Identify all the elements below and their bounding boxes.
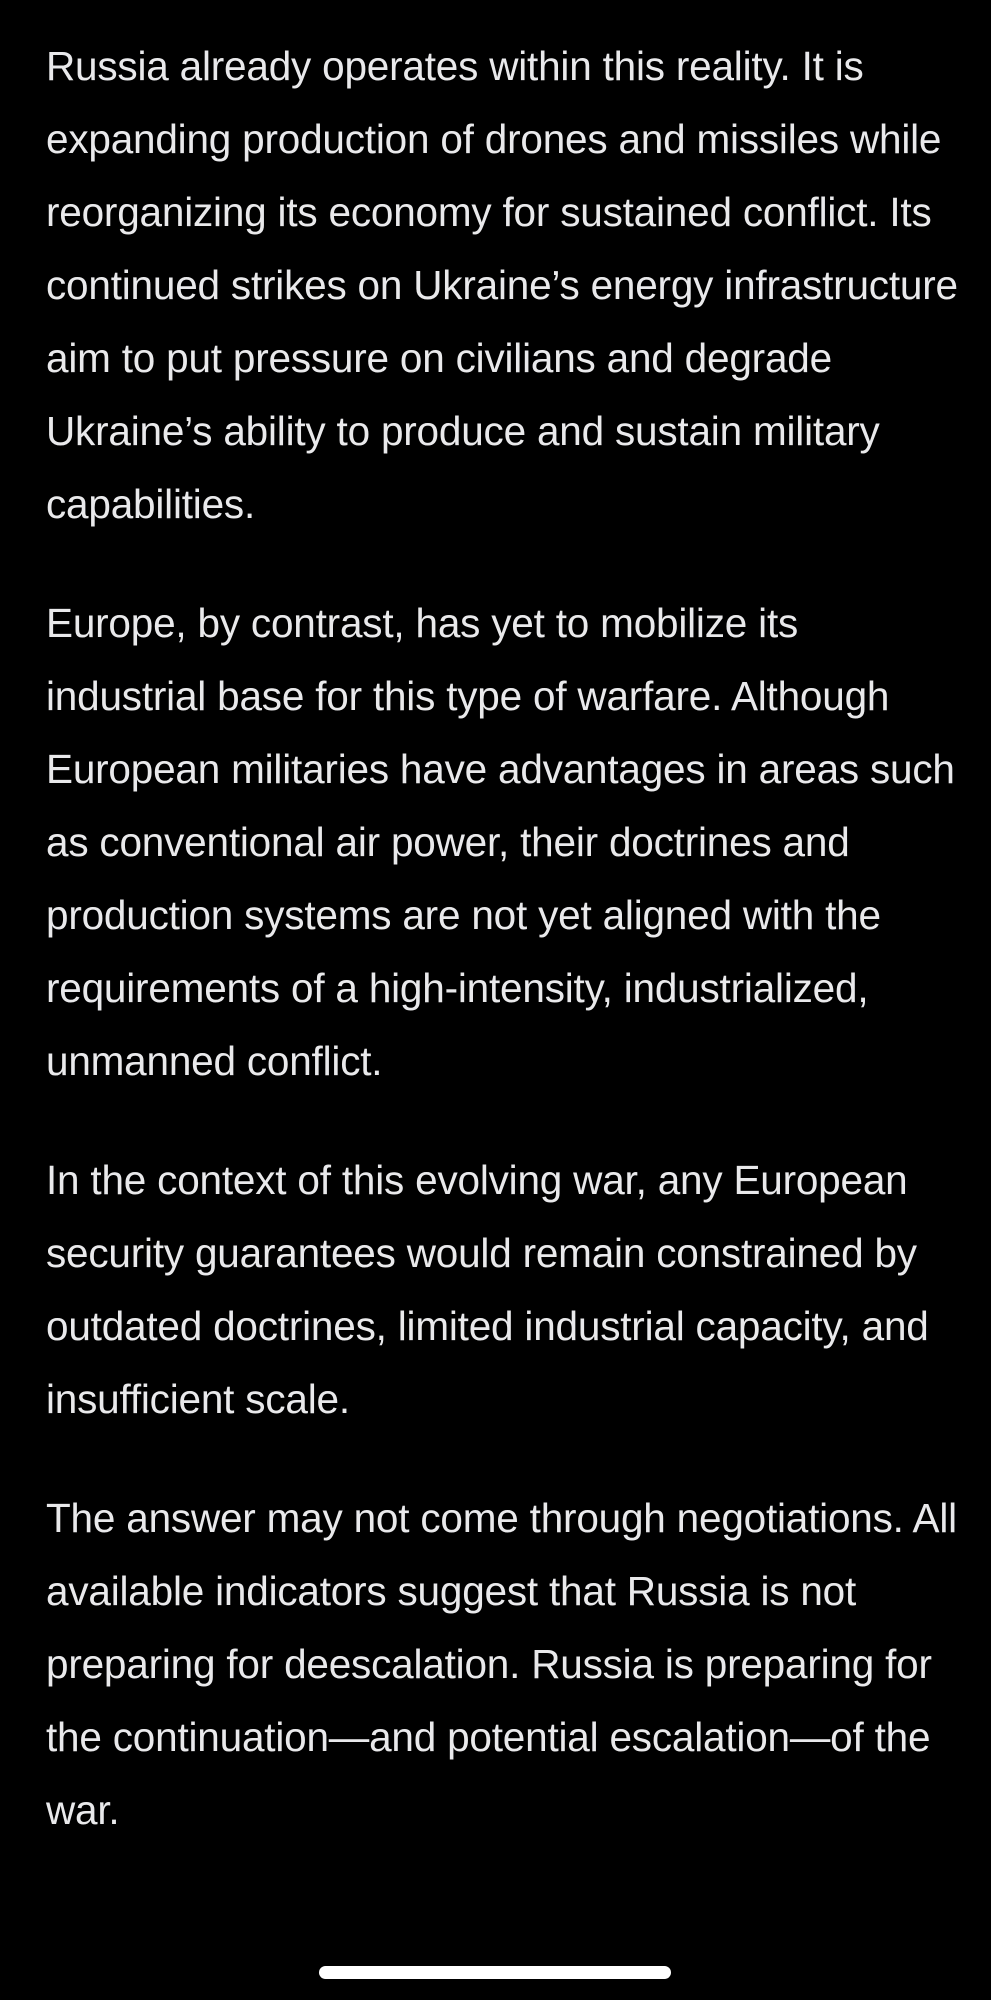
- article-body: [46, 30, 966, 1893]
- article-paragraph-4: The answer may not come through negotiations. All available indicators suggest that Russia is not preparing for deescalation. Russia is preparing for the continuation—and potential escalation—of the war.: [46, 1495, 957, 1833]
- article-paragraph-2: Europe, by contrast, has yet to mobilize its industrial base for this type of warfare. Although European militaries have advantages in areas such as conventional air power, their doctrines and production systems are not yet aligned with the requirements of a high-intensity, industrialized, unmanned conflict.: [46, 600, 955, 1084]
- article-paragraph-1: Russia already operates within this reality. It is expanding production of drones and missiles while reorganizing its economy for sustained conflict. Its continued strikes on Ukraine’s energy infrastructure aim to put pressure on civilians and degrade Ukraine’s ability to produce and sustain military capabilities.: [46, 43, 958, 527]
- article-paragraph-3: In the context of this evolving war, any European security guarantees would remain constrained by outdated doctrines, limited industrial capacity, and insufficient scale.: [46, 1157, 929, 1422]
- home-indicator-bar[interactable]: [319, 1966, 671, 1979]
